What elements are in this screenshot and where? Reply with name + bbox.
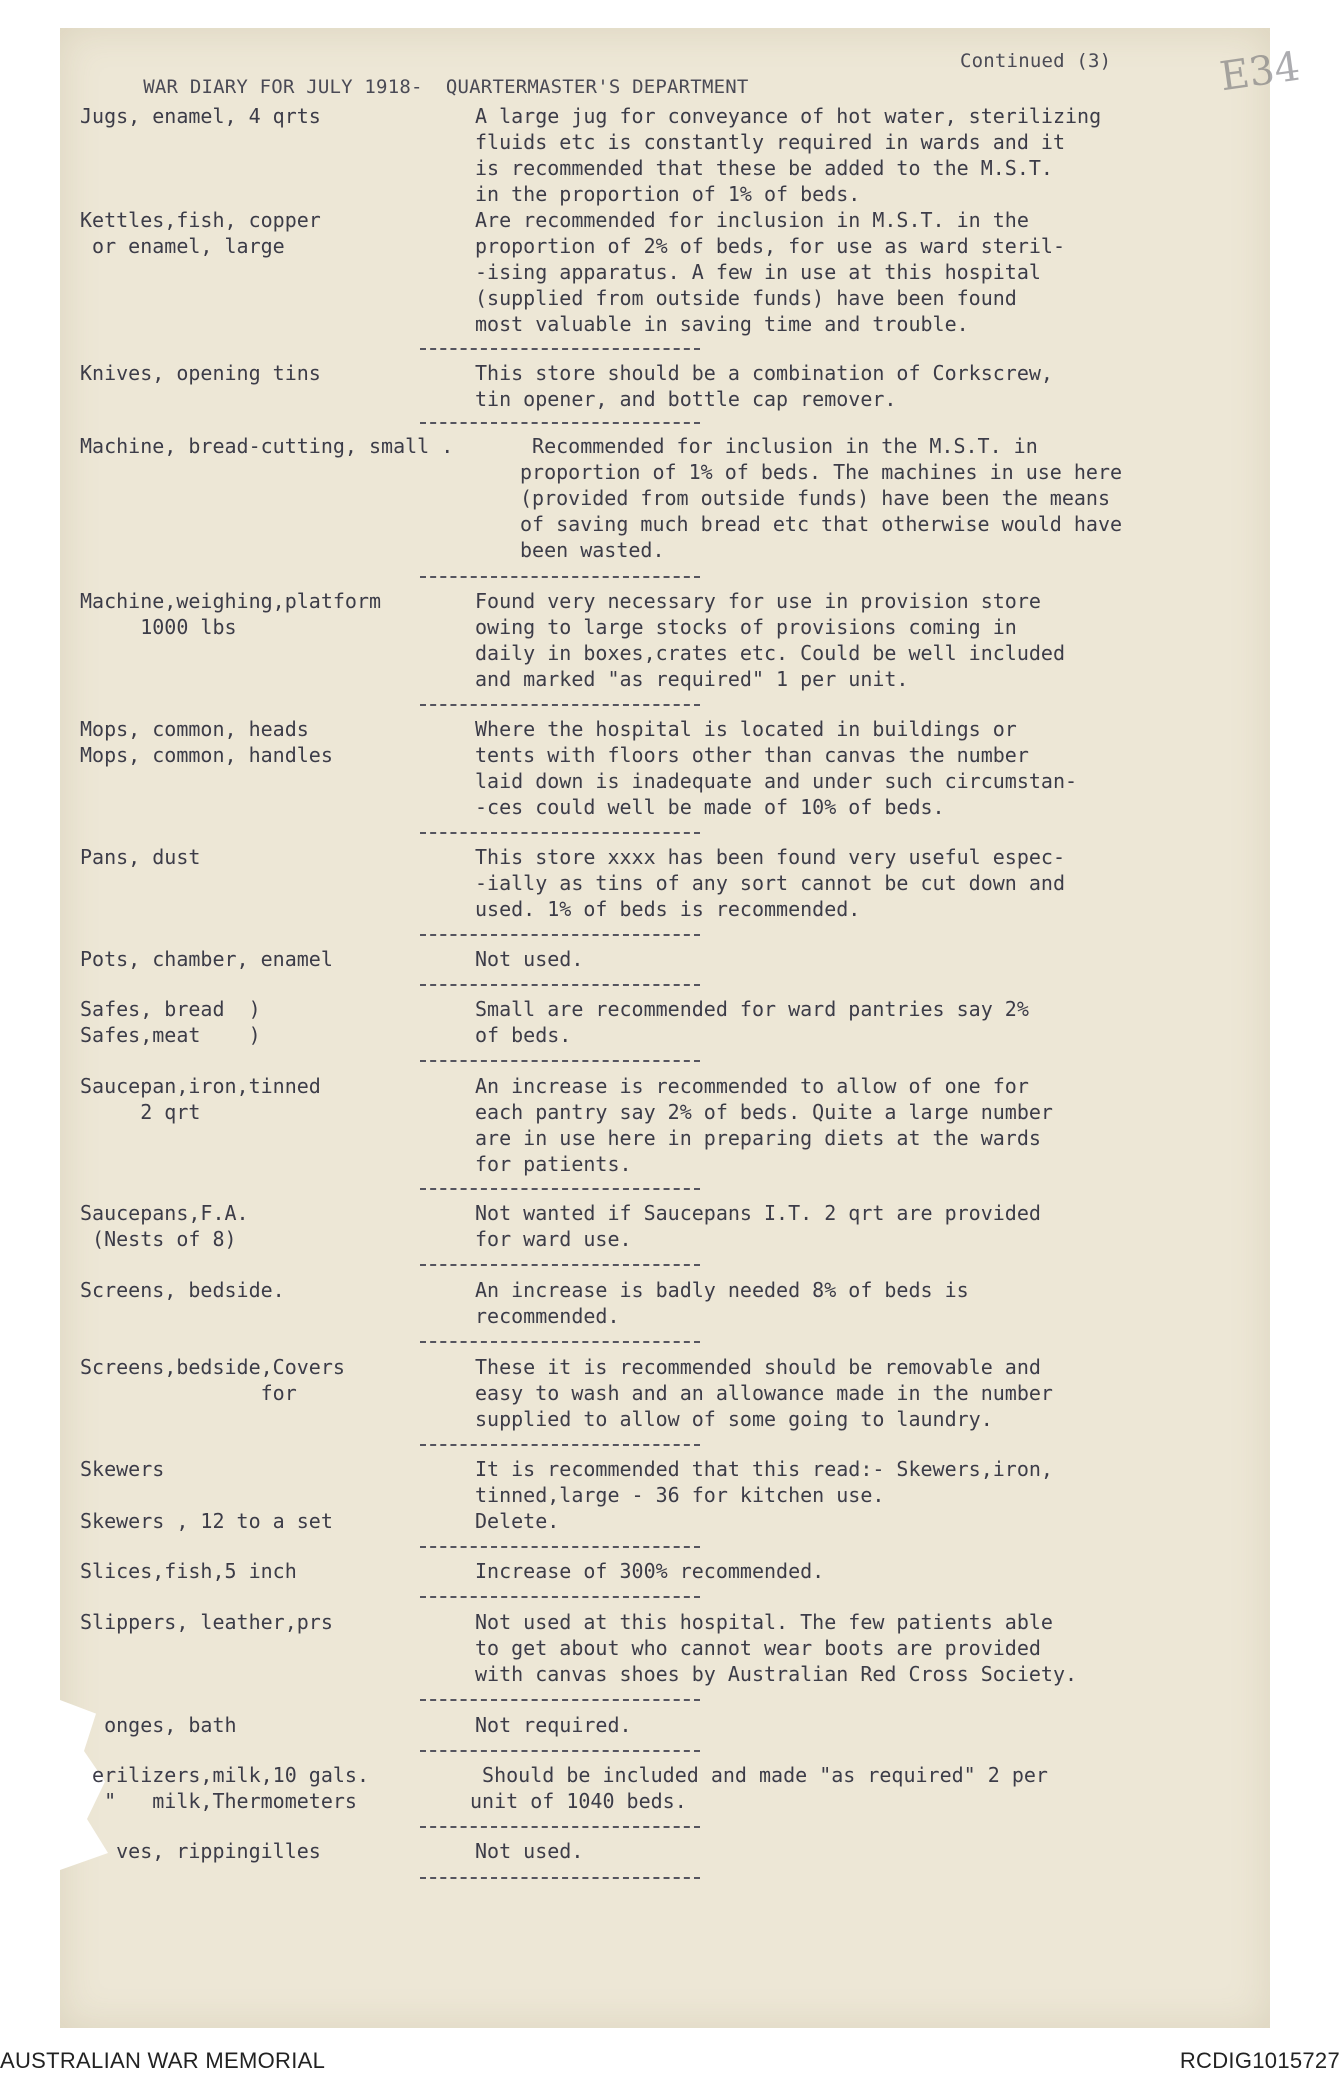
separator-line [420, 1596, 700, 1598]
footer-source: AUSTRALIAN WAR MEMORIAL [0, 2048, 326, 2073]
item-description: These it is recommended should be removable and easy to wash and an allowance made in the number supplied to allow of some going to laundry. [475, 1355, 1053, 1431]
item-name: Skewers Skewers , 12 to a set [80, 1457, 333, 1533]
item-name: Pans, dust [80, 845, 201, 869]
separator-line [420, 1341, 700, 1343]
continued-label: Continued (3) [960, 50, 1112, 72]
separator-line [420, 1826, 700, 1828]
separator-line [420, 1750, 700, 1752]
item-description: Small are recommended for ward pantries say 2% of beds. [475, 997, 1029, 1047]
separator-line [420, 934, 700, 936]
item-description: An increase is recommended to allow of one for each pantry say 2% of beds. Quite a large number are in use here in preparing diets at the wards for patients. [475, 1074, 1053, 1176]
item-name: Kettles,fish, copper or enamel, large [80, 208, 321, 258]
item-description: Not wanted if Saucepans I.T. 2 qrt are provided for ward use. [475, 1201, 1041, 1251]
separator-line [420, 422, 700, 424]
separator-line [420, 348, 700, 350]
separator-line [420, 1188, 700, 1190]
item-description: Not required. [475, 1713, 632, 1737]
separator-line [420, 1060, 700, 1062]
item-name: Safes, bread ) Safes,meat ) [80, 997, 261, 1047]
item-description: An increase is badly needed 8% of beds is recommended. [475, 1278, 969, 1328]
item-name: Slippers, leather,prs [80, 1610, 333, 1634]
separator-line [420, 1699, 700, 1701]
item-name: Saucepans,F.A. (Nests of 8) [80, 1201, 249, 1251]
item-description: A large jug for conveyance of hot water, sterilizing fluids etc is constantly required in wards and it is recommended that these be added to the M.S.T. in the proportion of 1% of beds. [475, 104, 1102, 206]
item-description: Found very necessary for use in provision store owing to large stocks of provisions coming in daily in boxes,crates etc. Could be well included and marked "as required" 1 per unit. [475, 589, 1066, 691]
handwritten-annotation: E34 [1217, 43, 1303, 101]
item-description: Not used at this hospital. The few patients able to get about who cannot wear boots are provided with canvas shoes by Australian Red Cross Society. [475, 1610, 1078, 1686]
item-name: Mops, common, heads Mops, common, handles [80, 717, 333, 767]
footer-id: RCDIG1015727 [1179, 2048, 1340, 2073]
item-description: Where the hospital is located in buildings or tents with floors other than canvas the number laid down is inadequate and under such circumstan- -ces could well be made of 10% of beds. [475, 717, 1078, 819]
item-description: Increase of 300% recommended. [475, 1559, 825, 1583]
item-description: It is recommended that this read:- Skewers,iron, tinned,large - 36 for kitchen use. Delete. [475, 1457, 1053, 1533]
separator-line [420, 1546, 700, 1548]
item-description: This store xxxx has been found very useful espec- -ially as tins of any sort cannot be cut down and used. 1% of beds is recommended. [475, 845, 1066, 921]
item-name: Slices,fish,5 inch [80, 1559, 297, 1583]
item-name: Screens,bedside,Covers for [80, 1355, 345, 1405]
item-name: erilizers,milk,10 gals. " milk,Thermometers [92, 1763, 369, 1813]
separator-line [420, 576, 700, 578]
item-name: Machine,weighing,platform 1000 lbs [80, 589, 382, 639]
item-description: Are recommended for inclusion in M.S.T. in the proportion of 2% of beds, for use as ward steril- -ising apparatus. A few in use at this hospital (supplied from outside funds) have been found most valuable in saving time and trouble. [475, 208, 1066, 336]
item-name: ves, rippingilles [80, 1839, 321, 1863]
item-name: Screens, bedside. [80, 1278, 285, 1302]
separator-line [420, 1444, 700, 1446]
separator-line [420, 1877, 700, 1879]
diary-title: WAR DIARY FOR JULY 1918- QUARTERMASTER'S DEPARTMENT [143, 76, 749, 98]
separator-line [420, 704, 700, 706]
item-name: Machine, bread-cutting, small . [80, 434, 454, 458]
item-name: onges, bath [80, 1713, 237, 1737]
item-description: Should be included and made "as required" 2 per unit of 1040 beds. [470, 1763, 1048, 1813]
item-name: Pots, chamber, enamel [80, 947, 333, 971]
item-name: Saucepan,iron,tinned 2 qrt [80, 1074, 321, 1124]
separator-line [420, 832, 700, 834]
item-description: Not used. [475, 1839, 584, 1863]
item-description: This store should be a combination of Corkscrew, tin opener, and bottle cap remover. [475, 361, 1053, 411]
item-name: Jugs, enamel, 4 qrts [80, 104, 321, 128]
item-description: Not used. [475, 947, 584, 971]
item-description: Recommended for inclusion in the M.S.T. in proportion of 1% of beds. The machines in use here (provided from outside funds) have been the means of saving much bread etc that otherwise would have been wasted. [520, 434, 1123, 562]
separator-line [420, 984, 700, 986]
separator-line [420, 1264, 700, 1266]
item-name: Knives, opening tins [80, 361, 321, 385]
